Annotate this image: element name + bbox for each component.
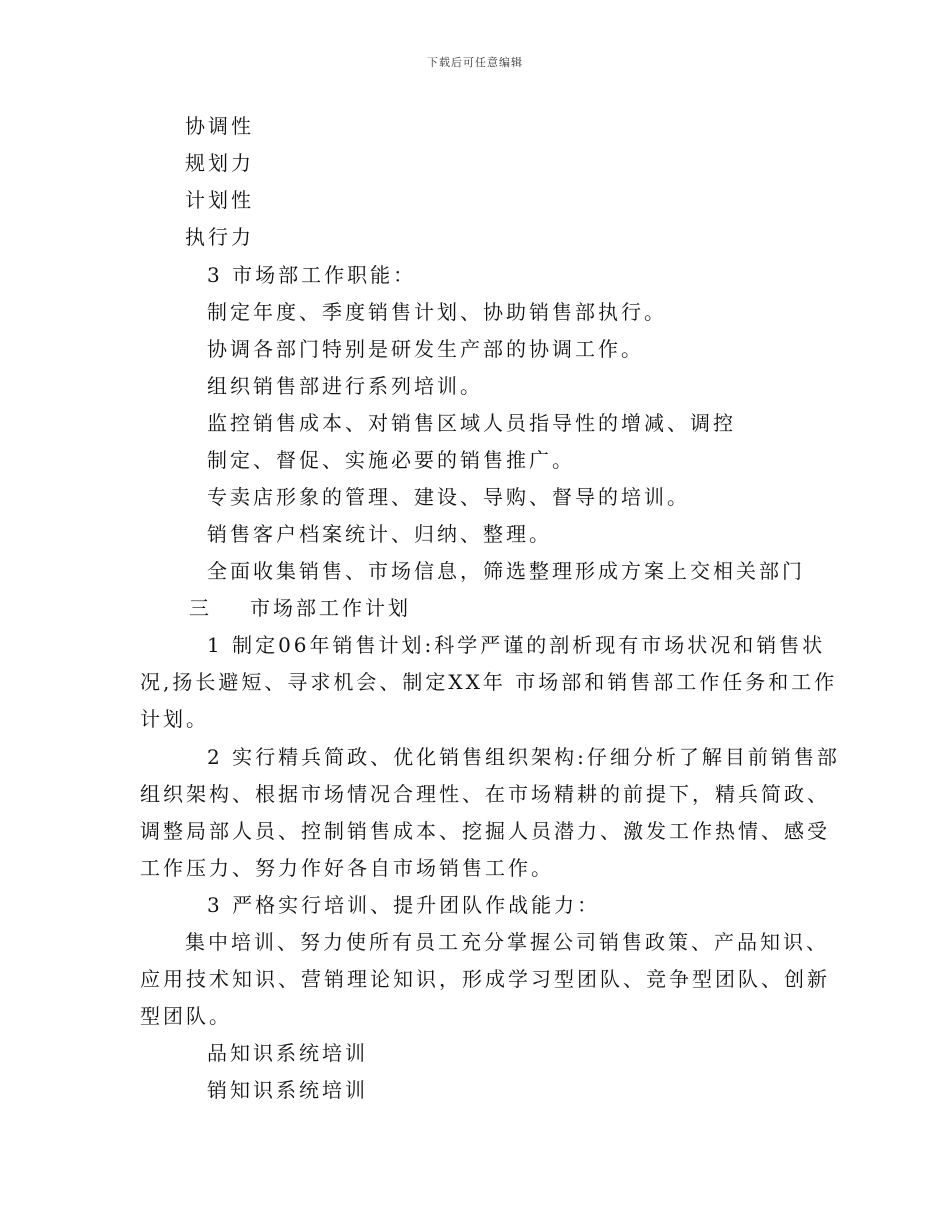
section-number: 三 — [189, 596, 212, 620]
paragraph-line: 调整局部人员、控制销售成本、挖掘人员潜力、激发工作热情、感受 — [140, 819, 830, 843]
text-line: 计划性 — [185, 188, 254, 212]
paragraph-line: 2 实行精兵简政、优化销售组织架构:仔细分析了解目前销售部 — [207, 745, 840, 769]
text-line: 制定年度、季度销售计划、协助销售部执行。 — [207, 300, 667, 324]
text-line: 品知识系统培训 — [207, 1041, 368, 1065]
paragraph-line: 应用技术知识、营销理论知识，形成学习型团队、竞争型团队、创新 — [140, 967, 830, 991]
section-heading: 3 严格实行培训、提升团队作战能力： — [207, 893, 601, 917]
paragraph-line: 组织架构、根据市场情况合理性、在市场精耕的前提下，精兵简政、 — [140, 782, 830, 806]
text-line: 协调各部门特别是研发生产部的协调工作。 — [207, 337, 644, 361]
text-line: 监控销售成本、对销售区域人员指导性的增减、调控 — [207, 411, 736, 435]
text-line: 规划力 — [185, 151, 254, 175]
text-line: 执行力 — [185, 225, 254, 249]
text-line: 销知识系统培训 — [207, 1078, 368, 1102]
paragraph-line: 况,扬长避短、寻求机会、制定XX年 市场部和销售部工作任务和工作 — [140, 670, 838, 694]
paragraph-line: 型团队。 — [140, 1004, 232, 1028]
section-title: 市场部工作计划 — [250, 596, 411, 620]
section-heading — [189, 596, 411, 620]
text-line: 专卖店形象的管理、建设、导购、督导的培训。 — [207, 485, 690, 509]
paragraph-line: 1 制定06年销售计划:科学严谨的剖析现有市场状况和销售状 — [207, 633, 826, 657]
section-heading: 3 市场部工作职能： — [207, 263, 417, 287]
text-line: 组织销售部进行系列培训。 — [207, 374, 483, 398]
text-line: 全面收集销售、市场信息，筛选整理形成方案上交相关部门 — [207, 559, 805, 583]
paragraph-line: 工作压力、努力作好各自市场销售工作。 — [140, 856, 554, 880]
page-header: 下载后可任意编辑 — [427, 56, 523, 69]
paragraph-line: 集中培训、努力使所有员工充分掌握公司销售政策、产品知识、 — [185, 930, 829, 954]
text-line: 协调性 — [185, 114, 254, 138]
text-line: 销售客户档案统计、归纳、整理。 — [207, 522, 552, 546]
paragraph-line: 计划。 — [140, 707, 209, 731]
text-line: 制定、督促、实施必要的销售推广。 — [207, 448, 575, 472]
